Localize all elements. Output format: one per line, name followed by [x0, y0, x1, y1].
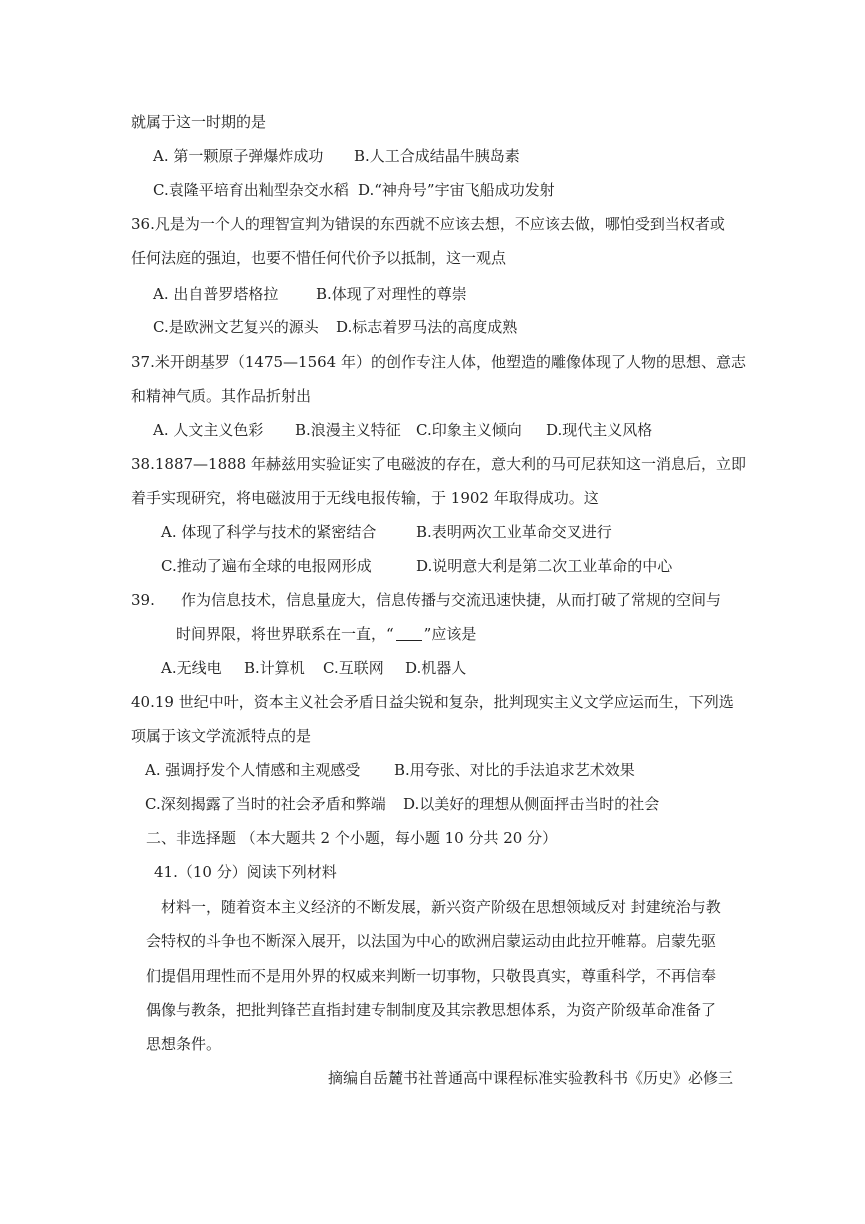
q39-stem-line2 [176, 624, 476, 644]
material1-line4: 偶像与教条，把批判锋芒直指封建专制制度及其宗教思想体系，为资产阶级革命准备了 [146, 1001, 717, 1019]
q36-options-row2 [153, 317, 517, 337]
q39-option-b: B.计算机 [244, 659, 305, 677]
q40-stem-line1: 40.19 世纪中叶，资本主义社会矛盾日益尖锐和复杂，批判现实主义文学应运而生，下列选 [131, 693, 734, 711]
q39-number: 39. [131, 591, 155, 609]
q40-option-a: A. 强调抒发个人情感和主观感受 [145, 761, 361, 779]
q38-option-a: A. 体现了科学与技术的紧密结合 [161, 523, 377, 541]
q39-option-a: A.无线电 [161, 659, 222, 677]
q40-options-row2 [145, 794, 659, 814]
q38-option-b: B.表明两次工业革命交叉进行 [416, 523, 612, 541]
q38-options-row1 [161, 522, 612, 542]
q39-stem-line2-pre: 时间界限，将世界联系在一直，“ [176, 625, 394, 643]
q37-stem-line1: 37.米开朗基罗（1475—1564 年）的创作专注人体，他塑造的雕像体现了人物的思想、意志 [131, 353, 746, 371]
q36-stem-line1: 36.凡是为一个人的理智宣判为错误的东西就不应该去想，不应该去做，哪怕受到当权者或 [131, 215, 725, 233]
q38-option-d: D.说明意大利是第二次工业革命的中心 [416, 557, 673, 575]
material1-line5: 思想条件。 [146, 1035, 222, 1053]
q37-options-row [153, 420, 652, 440]
q39-stem-line1: 作为信息技术，信息量庞大，信息传播与交流迅速快捷，从而打破了常规的空间与 [181, 591, 722, 609]
q35-option-a: A. 第一颗原子弹爆炸成功 [153, 147, 324, 165]
q37-option-d: D.现代主义风格 [546, 421, 653, 439]
q35-option-d: D.“神舟号”宇宙飞船成功发射 [358, 181, 555, 199]
q35-option-b: B.人工合成结晶牛胰岛素 [354, 147, 520, 165]
q37-option-b: B.浪漫主义特征 [295, 421, 401, 439]
q39-answer-blank [396, 626, 422, 641]
q40-option-c: C.深刻揭露了当时的社会矛盾和弊端 [145, 795, 386, 813]
q39-option-c: C.互联网 [323, 659, 384, 677]
material1-line1: 材料一，随着资本主义经济的不断发展，新兴资产阶级在思想领域反对 封建统治与教 [161, 898, 721, 916]
q36-option-d: D.标志着罗马法的高度成熟 [336, 318, 518, 336]
q35-option-c: C.袁隆平培育出籼型杂交水稻 [153, 181, 349, 199]
section-heading: 二、非选择题 （本大题共 2 个小题，每小题 10 分共 20 分） [146, 829, 558, 847]
q36-stem-line2: 任何法庭的强迫，也要不惜任何代价予以抵制，这一观点 [131, 249, 507, 267]
q37-option-a: A. 人文主义色彩 [153, 421, 264, 439]
q41-intro: 41.（10 分）阅读下列材料 [154, 863, 337, 881]
q40-option-b: B.用夸张、对比的手法追求艺术效果 [394, 761, 635, 779]
q40-stem-line2: 项属于该文学流派特点的是 [131, 727, 312, 745]
q37-option-c: C.印象主义倾向 [416, 421, 522, 439]
q36-option-c: C.是欧洲文艺复兴的源头 [153, 318, 319, 336]
q37-stem-line2: 和精神气质。其作品折射出 [131, 387, 312, 405]
q35-options-row2 [153, 180, 555, 200]
q40-option-d: D.以美好的理想从侧面抨击当时的社会 [403, 795, 660, 813]
q38-stem-line2: 着手实现研究，将电磁波用于无线电报传输，于 1902 年取得成功。这 [131, 489, 599, 507]
q36-option-b: B.体现了对理性的尊崇 [316, 285, 467, 303]
q35-stem-tail: 就属于这一时期的是 [131, 113, 267, 131]
q38-options-row2 [161, 556, 672, 576]
q38-option-c: C.推动了遍布全球的电报网形成 [161, 557, 372, 575]
material-source: 摘编自岳麓书社普通高中课程标准实验教科书《历史》必修三 [327, 1069, 733, 1087]
q39-stem-line2-post: ”应该是 [423, 625, 477, 643]
material1-line3: 们提倡用理性而不是用外界的权威来判断一切事物，只敬畏真实，尊重科学，不再信奉 [146, 967, 717, 985]
material1-line2: 会特权的斗争也不断深入展开，以法国为中心的欧洲启蒙运动由此拉开帷幕。启蒙先驱 [146, 932, 717, 950]
q40-options-row1 [145, 760, 635, 780]
q36-option-a: A. 出自普罗塔格拉 [153, 285, 279, 303]
q39-options-row [161, 658, 466, 678]
q36-options-row1 [153, 284, 467, 304]
q35-options-row1 [153, 146, 520, 166]
q38-stem-line1: 38.1887—1888 年赫兹用实验证实了电磁波的存在，意大利的马可尼获知这一消息后，立即 [131, 455, 746, 473]
q39-option-d: D.机器人 [405, 659, 467, 677]
